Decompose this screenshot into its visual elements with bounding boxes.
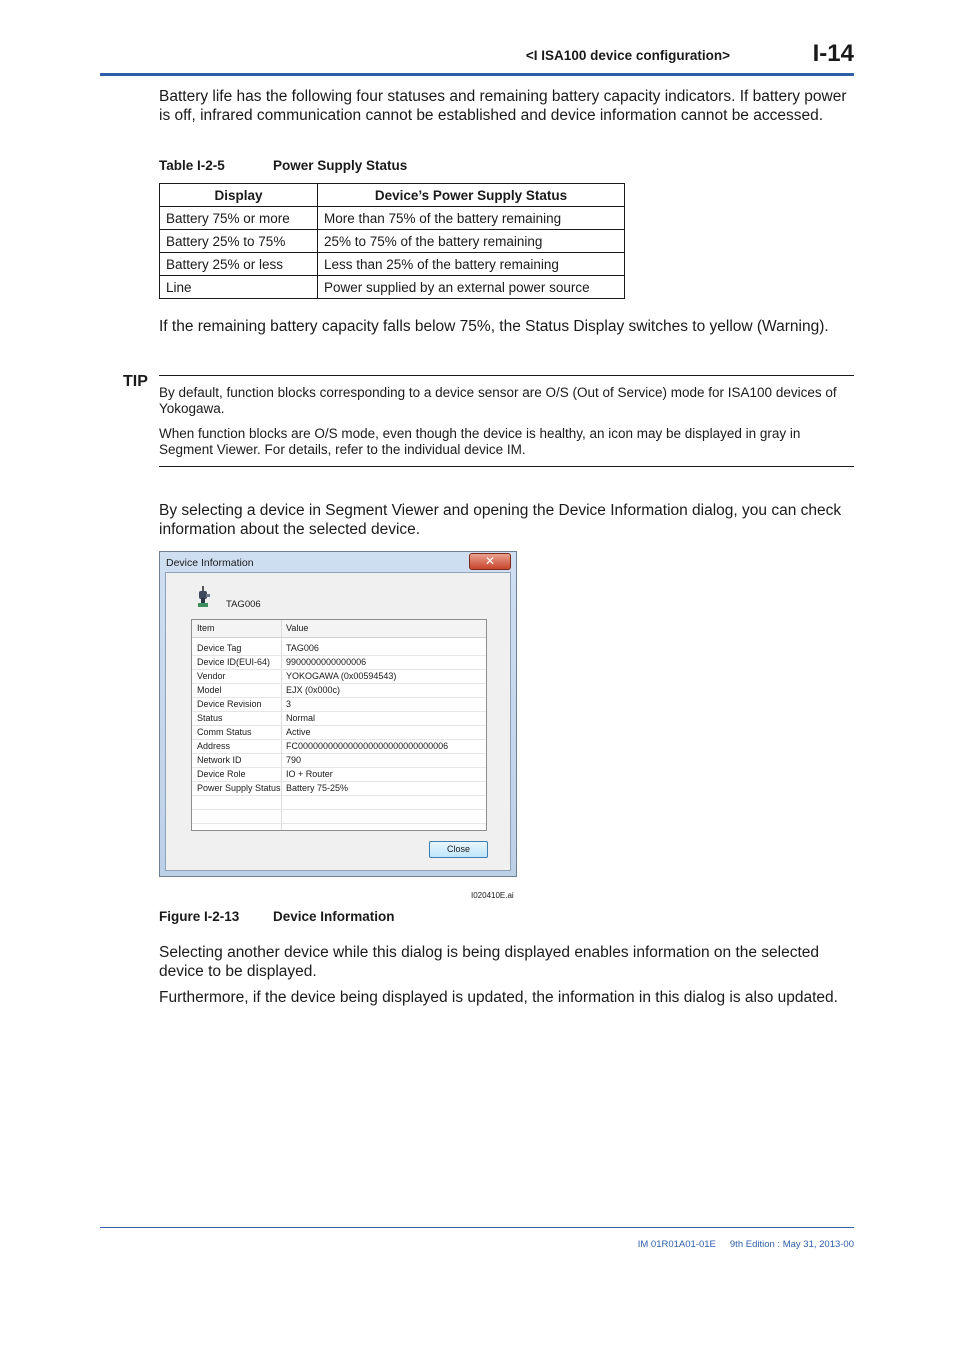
artwork-id: I020410E.ai [471,891,514,900]
grid-item: Device ID(EUI-64) [197,657,271,667]
grid-item: Device Tag [197,643,242,653]
field-device-icon [197,586,211,610]
grid-value: 9900000000000006 [286,657,367,667]
grid-row[interactable] [192,655,486,670]
device-info-grid[interactable] [191,619,487,831]
grid-row[interactable] [192,781,486,796]
tip-top-rule [159,375,854,376]
grid-item: Network ID [197,755,242,765]
table-header-status: Device’s Power Supply Status [318,184,625,207]
grid-empty-row [192,809,486,824]
dialog-body [165,572,511,871]
grid-value: 3 [286,699,292,709]
table-row [160,207,625,230]
device-information-dialog [159,551,517,877]
table-row [160,230,625,253]
grid-value: TAG006 [286,643,319,653]
power-supply-table [159,183,625,299]
grid-row[interactable] [192,725,486,740]
grid-item: Device Role [197,769,246,779]
page-number: I-14 [812,40,854,67]
grid-value: IO + Router [286,769,333,779]
tip-paragraph-1: By default, function blocks corresponding to a device sensor are O/S (Out of Service) mode for ISA100 devices of Yokogawa. [159,385,837,416]
table-cell: More than 75% of the battery remaining [318,207,625,230]
dialog-title: Device Information [166,557,254,569]
table-cell: 25% to 75% of the battery remaining [318,230,625,253]
column-header-item[interactable]: Item [197,623,215,633]
table-row [160,276,625,299]
another-device-paragraph: Selecting another device while this dialog is being displayed enables information on the selected device to be displayed. [159,944,820,980]
table-label: Table I-2-5 [159,158,225,173]
update-paragraph: Furthermore, if the device being displayed is updated, the information in this dialog is also updated. [159,989,838,1006]
grid-item: Power Supply Status [197,783,281,793]
footer-edition: 9th Edition : May 31, 2013-00 [729,1239,854,1250]
footer [638,1239,854,1250]
table-cell: Power supplied by an external power source [318,276,625,299]
table-header-row [160,184,625,207]
grid-value: Active [286,727,311,737]
close-icon[interactable]: ✕ [469,553,511,570]
table-caption [159,158,407,173]
table-header-display: Display [160,184,318,207]
close-button[interactable]: Close [429,841,488,858]
table-cell: Battery 75% or more [160,207,318,230]
header-rule [100,73,854,76]
grid-row[interactable] [192,669,486,684]
grid-row[interactable] [192,711,486,726]
table-title: Power Supply Status [273,158,408,173]
grid-row[interactable] [192,767,486,782]
grid-item: Device Revision [197,699,262,709]
grid-item: Model [197,685,222,695]
grid-row[interactable] [192,683,486,698]
figure-title: Device Information [273,909,395,924]
selecting-paragraph: By selecting a device in Segment Viewer and opening the Device Information dialog, you can check information about the selected device. [159,502,842,538]
header-section-title: <I ISA100 device configuration> [525,48,730,63]
grid-empty-row [192,795,486,810]
footer-doc-number: IM 01R01A01-01E [637,1239,716,1250]
table-cell: Less than 25% of the battery remaining [318,253,625,276]
grid-value: Battery 75-25% [286,783,349,793]
table-cell: Line [160,276,318,299]
warning-paragraph: If the remaining battery capacity falls below 75%, the Status Display switches to yellow (Warning). [159,318,829,335]
figure-label: Figure I-2-13 [159,909,240,924]
grid-value: 790 [286,755,302,765]
device-tag-label: TAG006 [226,599,261,610]
grid-row[interactable] [192,753,486,768]
tip-bottom-rule [159,466,854,467]
table-row [160,253,625,276]
grid-value: FC000000000000000000000000000006 [286,741,449,751]
figure-caption [159,909,395,924]
grid-item: Status [197,713,223,723]
grid-value: Normal [286,713,316,723]
grid-value: YOKOGAWA (0x00594543) [286,671,397,681]
grid-row[interactable] [192,697,486,712]
grid-item: Comm Status [197,727,252,737]
tip-label: TIP [123,373,148,390]
grid-row[interactable] [192,739,486,754]
table-cell: Battery 25% to 75% [160,230,318,253]
grid-header [192,620,486,638]
grid-item: Address [197,741,231,751]
grid-row[interactable] [192,641,486,656]
table-cell: Battery 25% or less [160,253,318,276]
tip-paragraph-2: When function blocks are O/S mode, even though the device is healthy, an icon may be displayed in gray in Segment Viewer. For details, refer to the individual device IM. [159,426,801,457]
intro-paragraph: Battery life has the following four statuses and remaining battery capacity indicators. If battery power is off, infrared communication cannot be established and device information cannot be accessed. [159,88,847,124]
column-header-value[interactable]: Value [286,623,309,633]
grid-item: Vendor [197,671,226,681]
footer-rule [100,1227,854,1228]
grid-value: EJX (0x000c) [286,685,341,695]
